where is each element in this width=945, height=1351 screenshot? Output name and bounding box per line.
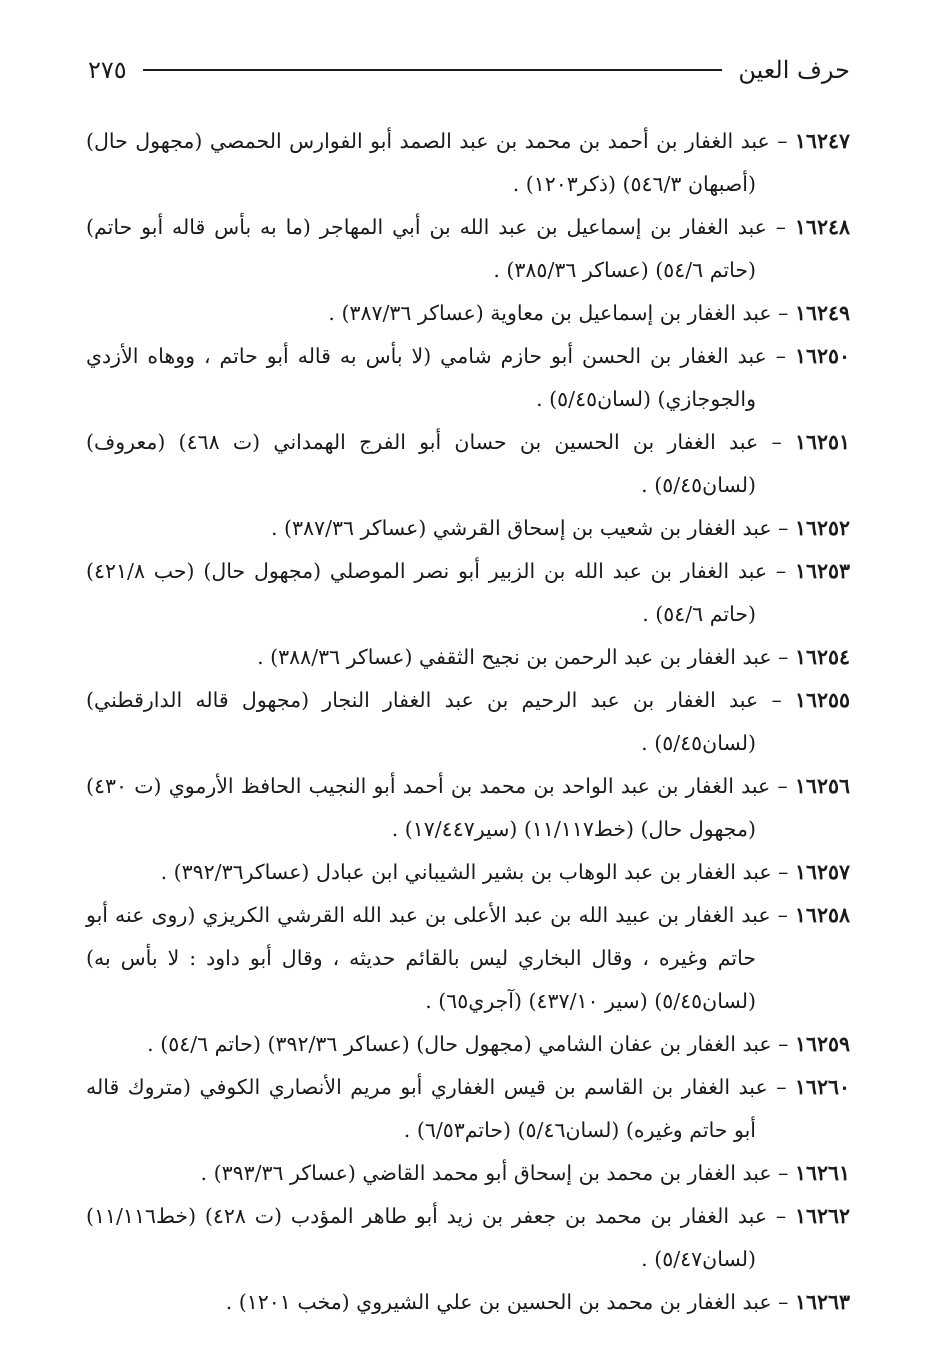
list-item: ١٦٢٥٣ – عبد الغفار بن عبد الله بن الزبير أبو نصر الموصلي (مجهول حال) (حب ٤٢١/٨) (حاتم ٥٤/٦) . [86, 559, 850, 626]
list-item: ١٦٢٥٧ – عبد الغفار بن عبد الوهاب بن بشير الشيباني ابن عبادل (عساكر٣٩٢/٣٦) . [160, 860, 850, 884]
entry-number: ١٦٢٦٢ [794, 1204, 850, 1228]
entry-number: ١٦٢٥٤ [794, 645, 850, 669]
page-number: ٢٧٥ [88, 56, 127, 84]
entry-text: عبد الغفار بن عبد الرحيم بن عبد الغفار النجار (مجهول قاله الدارقطني) (لسان٥/٤٥) . [86, 688, 759, 755]
entry-number: ١٦٢٥١ [794, 430, 850, 454]
list-item: ١٦٢٤٧ – عبد الغفار بن أحمد بن محمد بن عبد الصمد أبو الفوارس الحمصي (مجهول حال) (أصبهان ٥٤٦/٣) (ذكر١٢٠٣) . [86, 129, 850, 196]
entry-text: عبد الغفار بن عبد الواحد بن محمد بن أحمد أبو النجيب الحافظ الأرموي (ت ٤٣٠) (مجهول حال) (خط١١/١١٧) (سير١٧/٤٤٧) . [86, 774, 771, 841]
entry-text: عبد الغفار بن محمد بن جعفر بن زيد أبو طاهر المؤدب (ت ٤٢٨) (خط١١/١١٦) (لسان٥/٤٧) . [86, 1204, 768, 1271]
running-header [88, 52, 850, 88]
list-item: ١٦٢٥١ – عبد الغفار بن الحسين بن حسان أبو الفرج الهمداني (ت ٤٦٨) (معروف) (لسان٥/٤٥) . [86, 430, 850, 497]
entry-number: ١٦٢٥٢ [794, 516, 850, 540]
list-item: ١٦٢٥٨ – عبد الغفار بن عبيد الله بن عبد الأعلى بن عبد الله القرشي الكريزي (روى عنه أبو حاتم وغيره ، وقال البخاري ليس بالقائم حديثه ، وقال أبو داود : لا بأس به) (لسان٥/٤٥) (سير ٤٣٧/١٠) (آجري٦٥) . [86, 903, 850, 1013]
entry-number: ١٦٢٥٧ [794, 860, 850, 884]
list-item: ١٦٢٦١ – عبد الغفار بن محمد بن إسحاق أبو محمد القاضي (عساكر ٣٩٣/٣٦) . [200, 1161, 850, 1185]
entry-number: ١٦٢٤٨ [794, 215, 850, 239]
entry-text: عبد الغفار بن إسماعيل بن عبد الله بن أبي المهاجر (ما به بأس قاله أبو حاتم) (حاتم ٥٤/٦) (عساكر ٣٨٥/٣٦) . [86, 215, 767, 282]
entry-text: عبد الغفار بن الحسن أبو حازم شامي (لا بأس به قاله أبو حاتم ، ووهاه الأزدي والجوجازي) (لسان٥/٤٥) . [86, 344, 767, 411]
entry-text: عبد الغفار بن القاسم بن قيس الغفاري أبو مريم الأنصاري الكوفي (متروك قاله أبو حاتم وغيره) (لسان٥/٤٦) (حاتم٦/٥٣) . [86, 1075, 768, 1142]
list-item: ١٦٢٤٩ – عبد الغفار بن إسماعيل بن معاوية (عساكر ٣٨٧/٣٦) . [328, 301, 850, 325]
entry-text: عبد الغفار بن عبد الرحمن بن نجيح الثقفي (عساكر ٣٨٨/٣٦) . [257, 645, 772, 669]
entry-text: عبد الغفار بن أحمد بن محمد بن عبد الصمد أبو الفوارس الحمصي (مجهول حال) (أصبهان ٥٤٦/٣) (ذكر١٢٠٣) . [86, 129, 770, 196]
entry-text: عبد الغفار بن عبيد الله بن عبد الأعلى بن عبد الله القرشي الكريزي (روى عنه أبو حاتم وغيره ، وقال البخاري ليس بالقائم حديثه ، وقال أبو داود : لا بأس به) (لسان٥/٤٥) (سير ٤٣٧/١٠) (آجري٦٥) . [86, 903, 771, 1013]
entry-number: ١٦٢٥٠ [794, 344, 850, 368]
entry-text: عبد الغفار بن عفان الشامي (مجهول حال) (عساكر ٣٩٢/٣٦) (حاتم ٥٤/٦) . [147, 1032, 772, 1056]
entry-number: ١٦٢٦٠ [794, 1075, 850, 1099]
entry-text: عبد الغفار بن محمد بن إسحاق أبو محمد القاضي (عساكر ٣٩٣/٣٦) . [200, 1161, 772, 1185]
entry-text: عبد الغفار بن محمد بن الحسين بن علي الشيروي (مخب ١٢٠١) . [225, 1290, 772, 1314]
entry-number: ١٦٢٤٩ [794, 301, 850, 325]
entry-number: ١٦٢٥٦ [794, 774, 850, 798]
entry-number: ١٦٢٦١ [794, 1161, 850, 1185]
entry-number: ١٦٢٥٩ [794, 1032, 850, 1056]
entry-number: ١٦٢٦٣ [794, 1290, 850, 1314]
list-item: ١٦٢٦٠ – عبد الغفار بن القاسم بن قيس الغفاري أبو مريم الأنصاري الكوفي (متروك قاله أبو حاتم وغيره) (لسان٥/٤٦) (حاتم٦/٥٣) . [86, 1075, 850, 1142]
entry-number: ١٦٢٥٣ [794, 559, 850, 583]
chapter-title: حرف العين [738, 56, 850, 84]
list-item: ١٦٢٥٤ – عبد الغفار بن عبد الرحمن بن نجيح الثقفي (عساكر ٣٨٨/٣٦) . [257, 645, 850, 669]
entry-text: عبد الغفار بن عبد الوهاب بن بشير الشيباني ابن عبادل (عساكر٣٩٢/٣٦) . [160, 860, 772, 884]
entry-list [86, 120, 850, 1324]
entry-text: عبد الغفار بن إسماعيل بن معاوية (عساكر ٣٨٧/٣٦) . [328, 301, 772, 325]
entry-text: عبد الغفار بن عبد الله بن الزبير أبو نصر الموصلي (مجهول حال) (حب ٤٢١/٨) (حاتم ٥٤/٦) . [86, 559, 768, 626]
entry-text: عبد الغفار بن شعيب بن إسحاق القرشي (عساكر ٣٨٧/٣٦) . [271, 516, 772, 540]
list-item: ١٦٢٥٦ – عبد الغفار بن عبد الواحد بن محمد بن أحمد أبو النجيب الحافظ الأرموي (ت ٤٣٠) (مجهول حال) (خط١١/١١٧) (سير١٧/٤٤٧) . [86, 774, 850, 841]
list-item: ١٦٢٦٢ – عبد الغفار بن محمد بن جعفر بن زيد أبو طاهر المؤدب (ت ٤٢٨) (خط١١/١١٦) (لسان٥/٤٧) . [86, 1204, 850, 1271]
list-item: ١٦٢٤٨ – عبد الغفار بن إسماعيل بن عبد الله بن أبي المهاجر (ما به بأس قاله أبو حاتم) (حاتم ٥٤/٦) (عساكر ٣٨٥/٣٦) . [86, 215, 850, 282]
list-item: ١٦٢٥٢ – عبد الغفار بن شعيب بن إسحاق القرشي (عساكر ٣٨٧/٣٦) . [271, 516, 850, 540]
list-item: ١٦٢٥٥ – عبد الغفار بن عبد الرحيم بن عبد الغفار النجار (مجهول قاله الدارقطني) (لسان٥/٤٥) . [86, 688, 850, 755]
entry-text: عبد الغفار بن الحسين بن حسان أبو الفرج الهمداني (ت ٤٦٨) (معروف) (لسان٥/٤٥) . [86, 430, 759, 497]
entry-number: ١٦٢٥٥ [794, 688, 850, 712]
entry-number: ١٦٢٤٧ [794, 129, 850, 153]
header-rule [143, 69, 723, 71]
entry-number: ١٦٢٥٨ [794, 903, 850, 927]
list-item: ١٦٢٦٣ – عبد الغفار بن محمد بن الحسين بن علي الشيروي (مخب ١٢٠١) . [225, 1290, 850, 1314]
list-item: ١٦٢٥٩ – عبد الغفار بن عفان الشامي (مجهول حال) (عساكر ٣٩٢/٣٦) (حاتم ٥٤/٦) . [147, 1032, 850, 1056]
list-item: ١٦٢٥٠ – عبد الغفار بن الحسن أبو حازم شامي (لا بأس به قاله أبو حاتم ، ووهاه الأزدي والجوجازي) (لسان٥/٤٥) . [86, 344, 850, 411]
